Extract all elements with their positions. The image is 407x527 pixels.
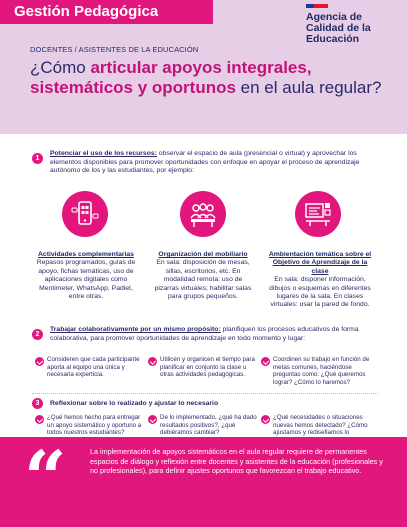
check-icon	[35, 415, 44, 424]
section-1-lead: Potenciar el uso de los recursos:	[50, 150, 157, 157]
page-title	[30, 58, 390, 98]
check-icon	[261, 415, 270, 424]
section-3-item-1: ¿Qué hemos hecho para entregar un apoyo sistemático y oportuno a todos nuestros estudiantes?	[47, 414, 142, 437]
section-1-body: observar el espacio de aula (presencial o virtual) y aprovechar los elementos disponibles para promover oportunidades con enfoque en apoyar el proceso de aprendizaje autónomo de los y las estudiantes, por ejemplo:	[50, 150, 360, 175]
column-1-text: Repasos programados, guías de apoyo, fichas temáticas, uso de aplicaciones digitales como Mentimeter, WhatsApp, Padlet, entre otras.	[36, 259, 136, 301]
section-3-lead: Reflexionar sobre lo realizado y ajustar lo necesario	[50, 400, 219, 407]
title-highlight: articular apoyos integrales, sistemáticos y oportunos	[30, 58, 312, 97]
agency-logo	[306, 4, 401, 45]
dotted-divider	[32, 393, 378, 394]
column-complementary-activities	[34, 251, 138, 301]
agency-name-line-1: Agencia de	[306, 11, 363, 23]
column-furniture-organization	[151, 251, 255, 301]
column-2-text: En sala: disposición de mesas, sillas, escritorios, etc. En modalidad remota: uso de pizarras virtuales; habilitar salas para grupos pequeños.	[154, 259, 252, 301]
agency-name-line-2: Calidad de la	[306, 22, 371, 34]
agency-name-line-3: Educación	[306, 33, 360, 45]
check-icon	[148, 415, 157, 424]
chile-flag-icon	[306, 4, 328, 8]
category-tag: Gestión Pedagógica	[0, 0, 213, 24]
section-2-number: 2	[32, 329, 43, 340]
column-thematic-setting	[268, 251, 372, 310]
section-1-number: 1	[32, 153, 43, 164]
check-icon	[35, 357, 44, 366]
check-icon	[261, 357, 270, 366]
quote-mark-icon: “	[24, 436, 67, 522]
check-icon	[148, 357, 157, 366]
footer-quote-text: La implementación de apoyos sistemáticos en el aula regular requiere de permanentes espacios de diálogo y reflexión entre docentes y asistentes de la educación (profesionales y no profesionales), para definir ajustes oportunos que favorezcan el trabajo educativo.	[90, 447, 383, 476]
column-2-heading: Organización del mobiliario	[158, 251, 248, 258]
section-3-text	[50, 400, 376, 409]
section-2-text	[50, 326, 376, 343]
classroom-board-icon	[295, 191, 341, 237]
column-3-heading: Ambientación temática sobre el Objetivo de Aprendizaje de la clase	[268, 251, 372, 275]
section-3-item-3: ¿Qué necesidades o situaciones nuevas hemos detectado? ¿Cómo ajustamos y redisefiamos lo	[273, 414, 368, 437]
column-1-heading: Actividades complementarias	[38, 251, 134, 258]
section-2-item-3: Coordinen su trabajo en función de metas comunes, haciéndose preguntas como: ¿Qué queremos lograr? ¿Cómo lo haremos?	[273, 356, 370, 386]
section-2-item-1: Consideren que cada participante aporta al equipo una única y necesaria experticia.	[47, 356, 140, 379]
section-2-item-2: Utilicen y organicen el tiempo para planificar en conjunto la clase u otras actividades pedagógicas.	[160, 356, 255, 379]
section-3-item-2: De lo implementado, ¿qué ha dado resultados positivos?, ¿qué debiéramos cambiar?	[160, 414, 257, 437]
mobile-apps-icon	[62, 191, 108, 237]
section-2-lead: Trabajar colaborativamente por un mismo propósito:	[50, 326, 221, 333]
title-part-1: ¿Cómo	[30, 58, 91, 77]
column-3-text: En sala: disponer información, dibujos o esquemas en diferentes lugares de la sala. En clases virtuales: usar la pared de fondo.	[269, 276, 371, 309]
section-3-number: 3	[32, 398, 43, 409]
title-part-2: en el aula regular?	[235, 78, 382, 97]
audience-kicker: DOCENTES / ASISTENTES DE LA EDUCACIÓN	[30, 45, 199, 54]
section-2-body: planifiquen los procesos educativos de forma colaborativa, para promover oportunidades de aprendizaje en todo momento y lugar:	[50, 326, 359, 342]
section-1-text	[50, 150, 376, 176]
group-table-icon	[180, 191, 226, 237]
